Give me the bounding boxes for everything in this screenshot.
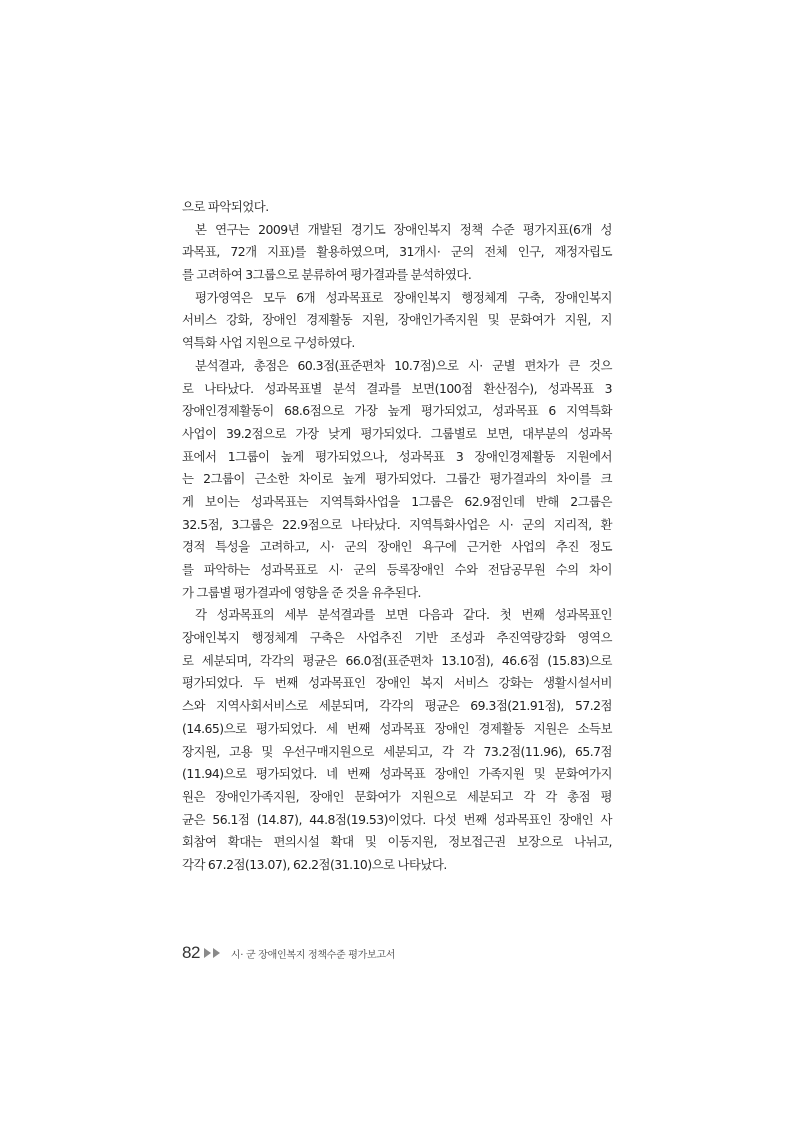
text-line: 평가영역은 모두 6개 성과목표로 장애인복지 행정체계 구축, 장애인복지 [195,289,612,305]
text-line: 32.5점, 3그룹은 22.9점으로 나타났다. 지역특화사업은 시· 군의 지리적, 환 [182,516,612,532]
text-line: 를 고려하여 3그룹으로 분류하여 평가결과를 분석하였다. [182,267,472,283]
text-line: 서비스 강화, 장애인 경제활동 지원, 장애인가족지원 및 문화여가 지원, 지 [182,312,612,328]
text-line: 회참여 확대는 편의시설 확대 및 이동지원, 정보접근권 보장으로 나뉘고, [182,834,612,850]
page-number: 82 [182,943,200,962]
text-line: 역특화 사업 지원으로 구성하였다. [182,335,355,351]
page-footer [182,941,395,965]
text-line: 를 파악하는 성과목표로 시· 군의 등록장애인 수와 전담공무원 수의 차이 [182,562,612,577]
text-line: 분석결과, 총점은 60.3점(표준편차 10.7점)으로 시· 군별 편차가 큰 것으 [195,357,612,373]
text-line: 장애인복지 행정체계 구축은 사업추진 기반 조성과 추진역량강화 영역으 [182,630,612,646]
text-line: 가 그룹별 평가결과에 영향을 준 것을 유추된다. [182,584,421,600]
text-line: (11.94)으로 평가되었다. 네 번째 성과목표 장애인 가족지원 및 문화여가지 [182,766,612,782]
text-line: 원은 장애인가족지원, 장애인 문화여가 지원으로 세분되고 각 각 총점 평 [182,788,612,804]
text-line: 각 성과목표의 세부 분석결과를 보면 다음과 같다. 첫 번째 성과목표인 [195,607,612,623]
text-line: 과목표, 72개 지표)를 활용하였으며, 31개시· 군의 전체 인구, 재정자립도 [182,244,612,260]
double-triangle-right-icon [204,948,222,958]
text-line: 경적 특성을 고려하고, 시· 군의 장애인 욕구에 근거한 사업의 추진 정도 [182,539,612,555]
text-line: 표에서 1그룹이 높게 평가되었으나, 성과목표 3 장애인경제활동 지원에서 [182,448,612,464]
text-line: 본 연구는 2009년 개발된 경기도 장애인복지 정책 수준 평가지표(6개 성 [195,221,612,237]
text-line: 균은 56.1점 (14.87), 44.8점(19.53)이었다. 다섯 번째 성과목표인 장애인 사 [182,811,612,827]
running-title: 시· 군 장애인복지 정책수준 평가보고서 [230,949,396,961]
text-line: 는 2그룹이 근소한 차이로 높게 평가되었다. 그룹간 평가결과의 차이를 크 [182,471,612,487]
text-line: 각각 67.2점(13.07), 62.2점(31.10)으로 나타났다. [182,856,447,872]
text-line: 사업이 39.2점으로 가장 낮게 평가되었다. 그룹별로 보면, 대부분의 성과목 [182,425,612,441]
text-line: 로 나타났다. 성과목표별 분석 결과를 보면(100점 환산점수), 성과목표 3 [182,380,612,396]
body-text [182,196,612,877]
text-line: (14.65)으로 평가되었다. 세 번째 성과목표 장애인 경제활동 지원은 소득보 [182,720,612,736]
text-line: 로 세분되며, 각각의 평균은 66.0점(표준편차 13.10점), 46.6점 (15.83)으로 [182,652,612,668]
text-line: 평가되었다. 두 번째 성과목표인 장애인 복지 서비스 강화는 생활시설서비 [182,675,612,691]
text-line: 장애인경제활동이 68.6점으로 가장 높게 평가되었고, 성과목표 6 지역특화 [182,403,612,419]
text-line: 장지원, 고용 및 우선구매지원으로 세분되고, 각 각 73.2점(11.96), 65.7점 [182,743,612,759]
text-line: 으로 파악되었다. [182,199,269,214]
text-line: 게 보이는 성과목표는 지역특화사업을 1그룹은 62.9점인데 반해 2그룹은 [182,493,612,509]
text-line: 스와 지역사회서비스로 세분되며, 각각의 평균은 69.3점(21.91점), 57.2점 [182,698,612,714]
